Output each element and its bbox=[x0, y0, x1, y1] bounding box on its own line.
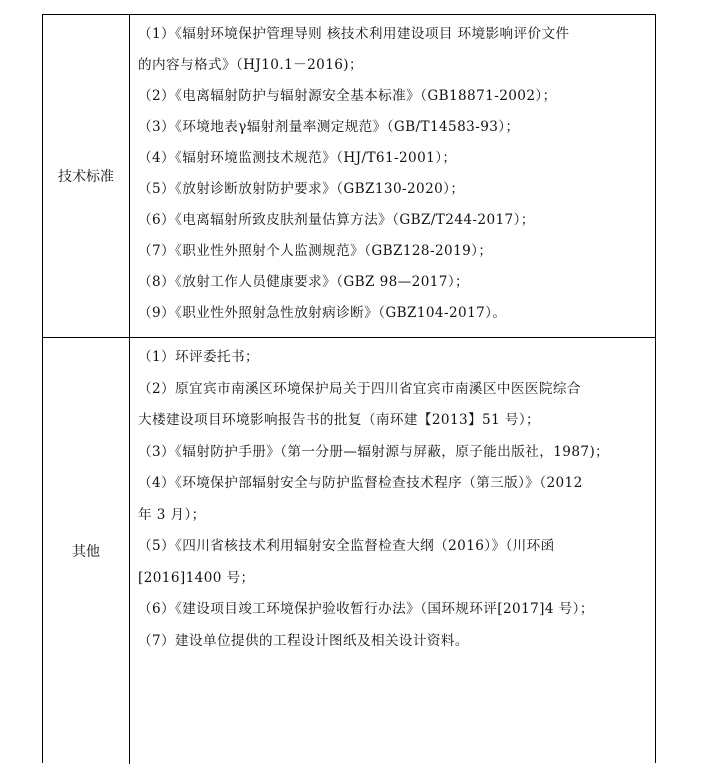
reference-table bbox=[42, 14, 656, 763]
list-item: （7）建设单位提供的工程设计图纸及相关设计资料。 bbox=[138, 632, 469, 649]
list-item: 的内容与格式》（HJ10.1－2016)； bbox=[138, 57, 364, 73]
list-item: （6）《电离辐射所致皮肤剂量估算方法》（GBZ/T244-2017）； bbox=[138, 212, 535, 228]
row-content bbox=[130, 338, 655, 764]
list-item: （8）《放射工作人员健康要求》（GBZ 98—2017）； bbox=[138, 274, 470, 290]
list-item: （2）《电离辐射防护与辐射源安全基本标准》（GB18871-2002）； bbox=[138, 88, 557, 104]
list-item: [2016]1400 号； bbox=[138, 569, 255, 586]
table-row-other bbox=[43, 338, 655, 764]
list-item: 年 3 月）； bbox=[138, 506, 206, 523]
table-row-technical-standards bbox=[43, 15, 655, 338]
row-label: 技术标准 bbox=[43, 15, 130, 337]
list-item: （5）《放射诊断放射防护要求》（GBZ130-2020）； bbox=[138, 181, 465, 197]
row-content bbox=[130, 15, 655, 337]
row-label: 其他 bbox=[43, 338, 130, 764]
list-item: （3）《环境地表γ辐射剂量率测定规范》（GB/T14583-93）； bbox=[138, 119, 520, 135]
list-item: （9）《职业性外照射急性放射病诊断》（GBZ104-2017）。 bbox=[138, 305, 507, 321]
list-item: （2）原宜宾市南溪区环境保护局关于四川省宜宾市南溪区中医医院综合 bbox=[138, 380, 581, 397]
list-item: （3）《辐射防护手册》（第一分册—辐射源与屏蔽，原子能出版社，1987)； bbox=[138, 443, 610, 460]
list-item: （1）环评委托书； bbox=[138, 349, 259, 365]
list-item: （6）《建设项目竣工环境保护验收暂行办法》（国环规环评[2017]4 号）； bbox=[138, 601, 594, 617]
list-item: （4）《辐射环境监测技术规范》（HJ/T61-2001）； bbox=[138, 150, 457, 166]
list-item: 大楼建设项目环境影响报告书的批复（南环建【2013】51 号）； bbox=[138, 412, 541, 428]
list-item: （5）《四川省核技术利用辐射安全监督检查大纲（2016）》（川环函 bbox=[138, 538, 555, 554]
list-item: （7）《职业性外照射个人监测规范》（GBZ128-2019）； bbox=[138, 243, 493, 259]
list-item: （4）《环境保护部辐射安全与防护监督检查技术程序（第三版）》（2012 bbox=[138, 475, 583, 491]
list-item: （1）《辐射环境保护管理导则 核技术利用建设项目 环境影响评价文件 bbox=[138, 26, 570, 42]
